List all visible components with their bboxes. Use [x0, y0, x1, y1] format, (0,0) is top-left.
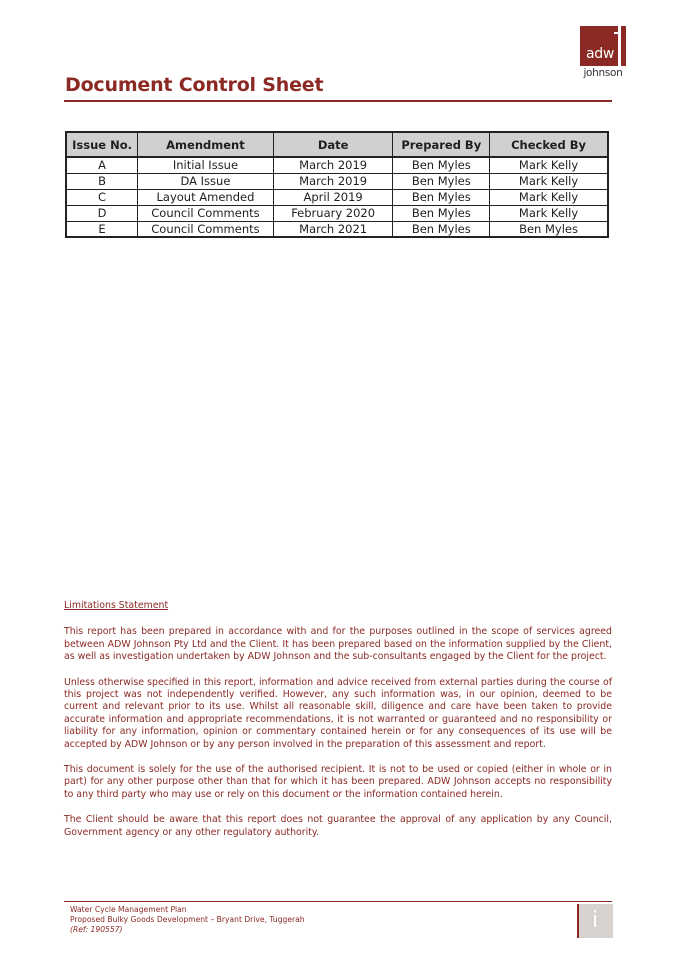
- limitations-paragraph: This report has been prepared in accordance with and for the purposes outlined in the scope of services agreed between ADW Johnson Pty Ltd and the Client. It has been prepared based on the information supplied by the Client, as well as investigation undertaken by ADW Johnson and the sub-consultants engaged by the Client for the project.: [64, 626, 612, 663]
- limitations-paragraph: The Client should be aware that this report does not guarantee the approval of any application by any Council, Government agency or any other regulatory authority.: [64, 814, 612, 838]
- cell-date: April 2019: [273, 189, 393, 205]
- limitations-heading: Limitations Statement: [64, 600, 169, 611]
- cell-issue-no: A: [66, 157, 138, 173]
- header-date: Date: [273, 132, 393, 157]
- cell-amendment: Council Comments: [138, 221, 274, 237]
- footer-reference: (Ref: 190557): [70, 925, 123, 934]
- cell-prepared-by: Ben Myles: [393, 221, 490, 237]
- cell-issue-no: B: [66, 173, 138, 189]
- table-row: [66, 221, 608, 237]
- cell-issue-no: E: [66, 221, 138, 237]
- header-amendment: Amendment: [138, 132, 274, 157]
- cell-amendment: Council Comments: [138, 205, 274, 221]
- logo-subtitle: johnson: [583, 67, 623, 79]
- page-number-box: [577, 904, 613, 938]
- cell-issue-no: C: [66, 189, 138, 205]
- page-footer: [70, 905, 550, 935]
- cell-issue-no: D: [66, 205, 138, 221]
- page-number: i: [591, 908, 599, 933]
- table-header-row: [66, 132, 608, 157]
- cell-date: March 2019: [273, 157, 393, 173]
- cell-checked-by: Mark Kelly: [490, 157, 608, 173]
- title-divider: [64, 100, 612, 102]
- logo-mark-text: adw: [585, 46, 615, 62]
- limitations-paragraph: Unless otherwise specified in this report, information and advice received from external parties during the course of this project was not independently verified. However, any such information was, in our opinion, deemed to be current and relevant prior to its use. Whilst all reasonable skill, diligence and care have been taken to provide accurate information and appropriate recommendations, it is not warranted or guaranteed and no responsibility or liability for any information, opinion or commentary contained herein or for any consequences of its use will be accepted by ADW Johnson or by any person involved in the preparation of this assessment and report.: [64, 676, 612, 750]
- cell-checked-by: Mark Kelly: [490, 173, 608, 189]
- logo-mark: [580, 26, 626, 66]
- cell-checked-by: Mark Kelly: [490, 205, 608, 221]
- footer-divider: [64, 901, 612, 902]
- limitations-statement: [64, 600, 612, 852]
- cell-checked-by: Mark Kelly: [490, 189, 608, 205]
- footer-project-name: Proposed Bulky Goods Development – Bryant Drive, Tuggerah: [70, 915, 305, 924]
- header-prepared-by: Prepared By: [393, 132, 490, 157]
- header-issue-no: Issue No.: [66, 132, 138, 157]
- cell-prepared-by: Ben Myles: [393, 205, 490, 221]
- cell-amendment: DA Issue: [138, 173, 274, 189]
- document-control-table: [65, 131, 609, 238]
- limitations-paragraph: This document is solely for the use of the authorised recipient. It is not to be used or copied (either in whole or in part) for any other purpose other than that for which it has been prepared. ADW Johnson accepts no responsibility to any third party who may use or rely on this document or the information contained herein.: [64, 764, 612, 800]
- cell-prepared-by: Ben Myles: [393, 173, 490, 189]
- table-row: [66, 205, 608, 221]
- cell-date: March 2019: [273, 173, 393, 189]
- footer-report-title: Water Cycle Management Plan: [70, 905, 187, 914]
- cell-checked-by: Ben Myles: [490, 221, 608, 237]
- cell-amendment: Initial Issue: [138, 157, 274, 173]
- table-row: [66, 189, 608, 205]
- cell-prepared-by: Ben Myles: [393, 189, 490, 205]
- cell-date: February 2020: [273, 205, 393, 221]
- page-title: Document Control Sheet: [65, 74, 324, 96]
- company-logo: [580, 26, 626, 79]
- cell-date: March 2021: [273, 221, 393, 237]
- table-row: [66, 173, 608, 189]
- cell-prepared-by: Ben Myles: [393, 157, 490, 173]
- header-checked-by: Checked By: [490, 132, 608, 157]
- page-box-edge: [577, 904, 579, 938]
- table-row: [66, 157, 608, 173]
- cell-amendment: Layout Amended: [138, 189, 274, 205]
- logo-bar-accent: [614, 32, 618, 34]
